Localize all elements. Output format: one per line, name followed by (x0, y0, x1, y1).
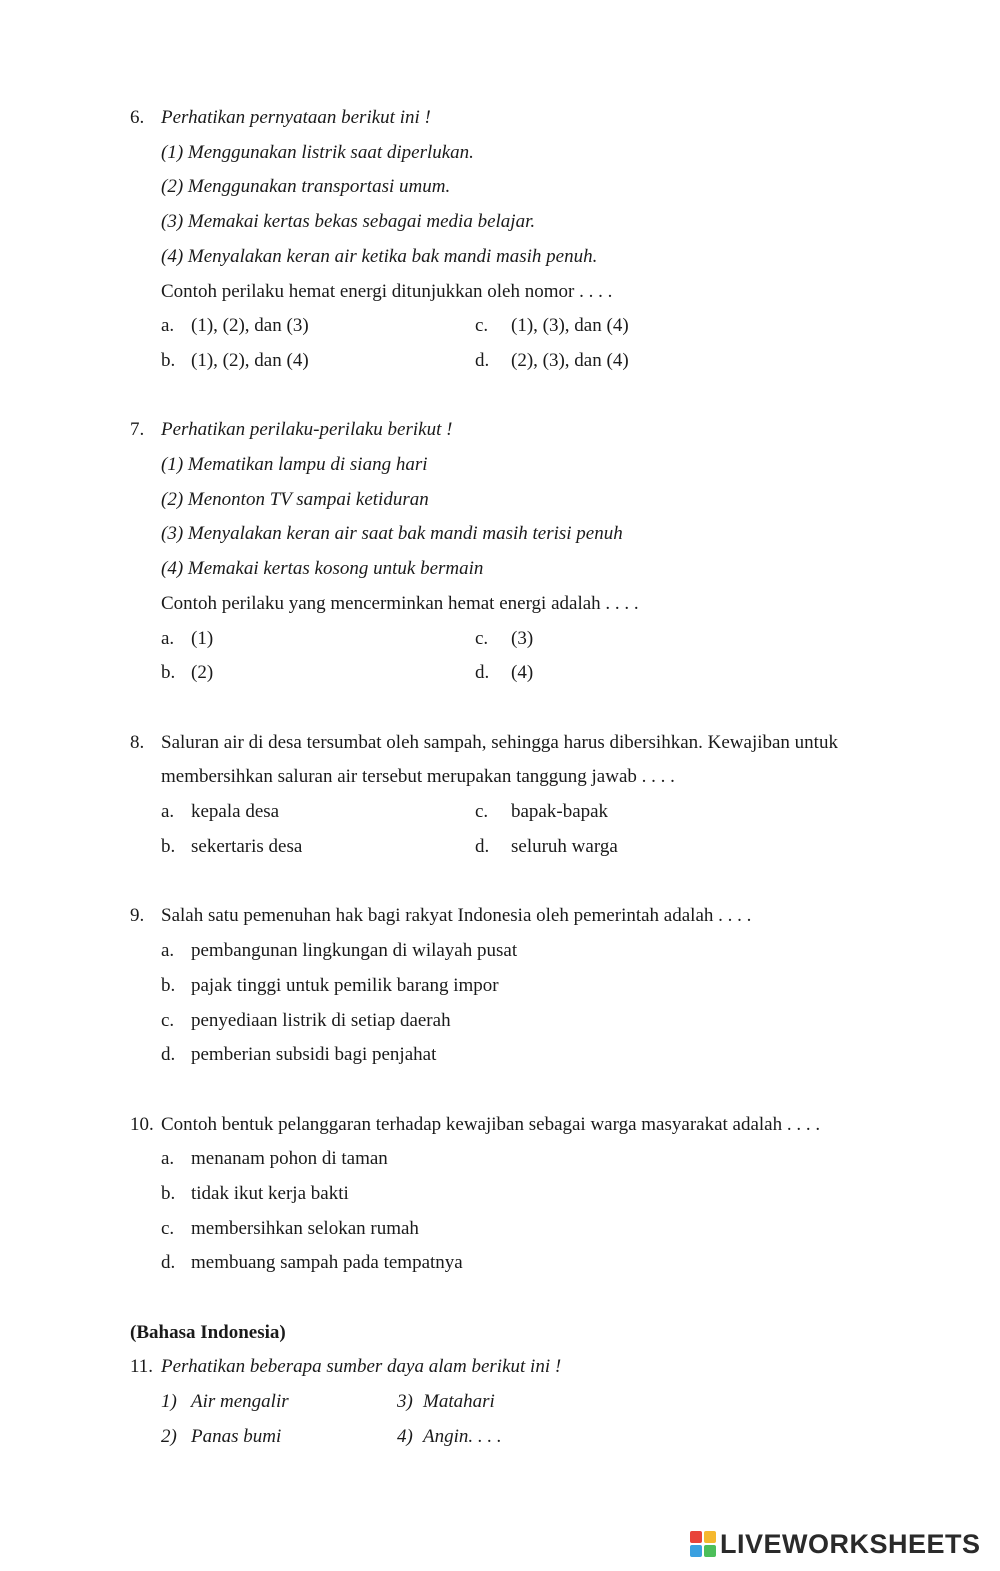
option-c[interactable]: (3) (511, 628, 534, 649)
question-number: 7. (130, 419, 145, 440)
option-a-letter: a. (161, 1148, 175, 1169)
option-d[interactable]: membuang sampah pada tempatnya (191, 1252, 463, 1273)
option-b[interactable]: sekertaris desa (191, 836, 303, 857)
option-d-letter: d. (475, 662, 490, 683)
option-c-letter: c. (161, 1218, 175, 1239)
item-4-num: 4) (397, 1426, 413, 1447)
option-d-letter: d. (161, 1044, 176, 1065)
option-b[interactable]: pajak tinggi untuk pemilik barang impor (191, 975, 499, 996)
question-text: Salah satu pemenuhan hak bagi rakyat Indonesia oleh pemerintah adalah . . . . (161, 905, 752, 926)
option-d-letter: d. (161, 1252, 176, 1273)
statement-3: (3) Memakai kertas bekas sebagai media belajar. (161, 211, 536, 232)
question-text: Perhatikan pernyataan berikut ini ! (161, 107, 431, 128)
option-c-letter: c. (475, 315, 489, 336)
option-c-letter: c. (161, 1010, 175, 1031)
section-heading: (Bahasa Indonesia) (130, 1322, 286, 1343)
question-text: Contoh bentuk pelanggaran terhadap kewajiban sebagai warga masyarakat adalah . . . . (161, 1114, 821, 1135)
option-d[interactable]: pemberian subsidi bagi penjahat (191, 1044, 437, 1065)
item-2-num: 2) (161, 1426, 177, 1447)
option-c-letter: c. (475, 801, 489, 822)
option-d-letter: d. (475, 836, 490, 857)
option-a-letter: a. (161, 315, 175, 336)
statement-1: (1) Menggunakan listrik saat diperlukan. (161, 142, 474, 163)
item-4: Angin. . . . (423, 1426, 502, 1447)
logo-square-3 (690, 1545, 702, 1557)
option-d[interactable]: (4) (511, 662, 534, 683)
question-prompt: Contoh perilaku hemat energi ditunjukkan oleh nomor . . . . (161, 281, 613, 302)
item-3: Matahari (423, 1391, 495, 1412)
option-a[interactable]: menanam pohon di taman (191, 1148, 388, 1169)
option-b-letter: b. (161, 662, 176, 683)
option-a[interactable]: kepala desa (191, 801, 280, 822)
question-text: Perhatikan perilaku-perilaku berikut ! (161, 419, 453, 440)
question-number: 9. (130, 905, 145, 926)
logo-text: LIVEWORKSHEETS (720, 1528, 981, 1559)
question-text-continued: membersihkan saluran air tersebut merupakan tanggung jawab . . . . (161, 766, 675, 787)
statement-1: (1) Mematikan lampu di siang hari (161, 454, 428, 475)
statement-2: (2) Menggunakan transportasi umum. (161, 176, 451, 197)
question-number: 6. (130, 107, 145, 128)
option-b-letter: b. (161, 350, 176, 371)
question-text: Perhatikan beberapa sumber daya alam berikut ini ! (161, 1356, 562, 1377)
logo-square-1 (690, 1531, 702, 1543)
statement-3: (3) Menyalakan keran air saat bak mandi masih terisi penuh (161, 523, 623, 544)
option-a[interactable]: (1), (2), dan (3) (191, 315, 309, 336)
option-b-letter: b. (161, 836, 176, 857)
option-d-letter: d. (475, 350, 490, 371)
question-number: 11. (130, 1356, 154, 1377)
option-c[interactable]: penyediaan listrik di setiap daerah (191, 1010, 451, 1031)
option-b-letter: b. (161, 975, 176, 996)
logo-square-4 (704, 1545, 716, 1557)
option-b[interactable]: tidak ikut kerja bakti (191, 1183, 349, 1204)
question-prompt: Contoh perilaku yang mencerminkan hemat energi adalah . . . . (161, 593, 639, 614)
option-d[interactable]: (2), (3), dan (4) (511, 350, 629, 371)
item-3-num: 3) (397, 1391, 413, 1412)
option-c[interactable]: membersihkan selokan rumah (191, 1218, 419, 1239)
statement-2: (2) Menonton TV sampai ketiduran (161, 489, 429, 510)
option-b[interactable]: (1), (2), dan (4) (191, 350, 309, 371)
statement-4: (4) Menyalakan keran air ketika bak mandi masih penuh. (161, 246, 598, 267)
option-c[interactable]: bapak-bapak (511, 801, 609, 822)
question-number: 10. (130, 1114, 154, 1135)
liveworksheets-logo (690, 1526, 981, 1562)
option-b-letter: b. (161, 1183, 176, 1204)
question-number: 8. (130, 732, 145, 753)
option-b[interactable]: (2) (191, 662, 214, 683)
item-2: Panas bumi (191, 1426, 282, 1447)
item-1-num: 1) (161, 1391, 177, 1412)
option-a[interactable]: pembangunan lingkungan di wilayah pusat (191, 940, 518, 961)
logo-mark-icon (690, 1531, 716, 1557)
statement-4: (4) Memakai kertas kosong untuk bermain (161, 558, 484, 579)
logo-square-2 (704, 1531, 716, 1543)
option-a-letter: a. (161, 940, 175, 961)
item-1: Air mengalir (191, 1391, 289, 1412)
option-a[interactable]: (1) (191, 628, 214, 649)
option-a-letter: a. (161, 801, 175, 822)
option-c[interactable]: (1), (3), dan (4) (511, 315, 629, 336)
question-text: Saluran air di desa tersumbat oleh sampah, sehingga harus dibersihkan. Kewajiban untuk (161, 732, 838, 753)
option-d[interactable]: seluruh warga (511, 836, 618, 857)
option-c-letter: c. (475, 628, 489, 649)
option-a-letter: a. (161, 628, 175, 649)
